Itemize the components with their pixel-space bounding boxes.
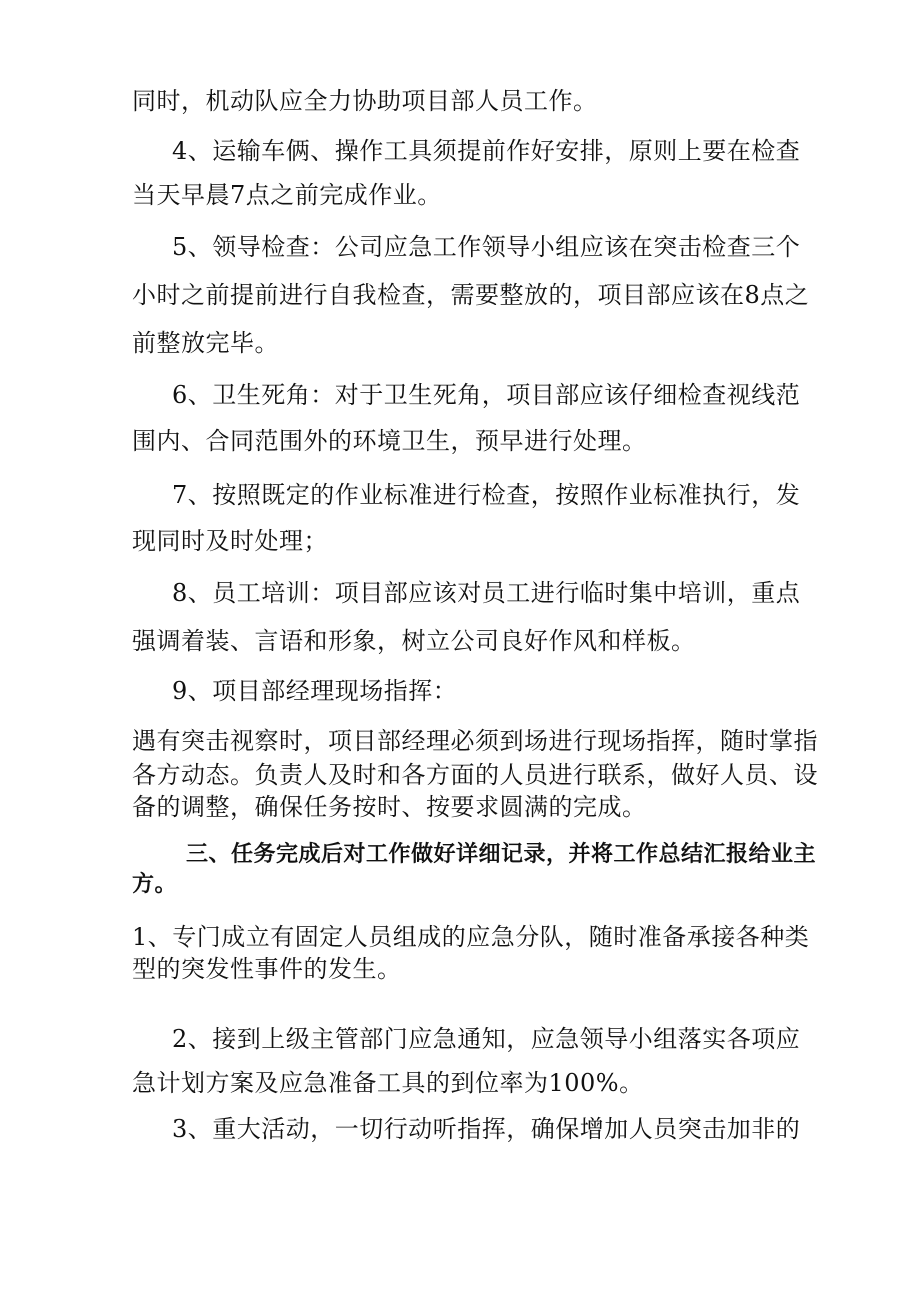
- text-line: 备的调整，确保任务按时、按要求圆满的完成。: [132, 793, 647, 821]
- text-line: 小时之前提前进行自我检查，需要整放的，项目部应该在8点之: [132, 281, 810, 309]
- section-heading-cont: 方。: [132, 872, 178, 897]
- section-heading: 三、任务完成后对工作做好详细记录，并将工作总结汇报给业主: [186, 842, 817, 867]
- text-line: 型的突发性事件的发生。: [132, 955, 402, 983]
- text-line: 4、运输车俩、操作工具须提前作好安排，原则上要在检查: [172, 137, 801, 165]
- text-line: 现同时及时处理；: [132, 527, 328, 555]
- text-line: 强调着装、言语和形象，树立公司良好作风和样板。: [132, 627, 696, 655]
- text-line: 5、领导检查：公司应急工作领导小组应该在突击检查三个: [172, 233, 801, 261]
- text-line: 1、专门成立有固定人员组成的应急分队，随时准备承接各种类: [132, 923, 810, 951]
- text-line: 7、按照既定的作业标准进行检查，按照作业标准执行，发: [172, 481, 801, 509]
- text-line: 围内、合同范围外的环境卫生，预早进行处理。: [132, 427, 647, 455]
- text-line: 同时，机动队应全力协助项目部人员工作。: [132, 87, 598, 115]
- text-line: 急计划方案及应急准备工具的到位率为100%。: [132, 1069, 644, 1097]
- text-line: 6、卫生死角：对于卫生死角，项目部应该仔细检查视线范: [172, 381, 801, 409]
- text-line: 当天早晨7点之前完成作业。: [132, 181, 442, 209]
- text-line: 2、接到上级主管部门应急通知，应急领导小组落实各项应: [172, 1025, 801, 1053]
- text-line: 3、重大活动，一切行动听指挥，确保增加人员突击加非的: [172, 1115, 801, 1143]
- text-line: 8、员工培训：项目部应该对员工进行临时集中培训，重点: [172, 579, 801, 607]
- text-line: 9、项目部经理现场指挥：: [172, 677, 458, 705]
- text-line: 各方动态。负责人及时和各方面的人员进行联系，做好人员、设: [132, 761, 818, 789]
- text-line: 前整放完毕。: [132, 329, 279, 357]
- text-line: 遇有突击视察时，项目部经理必须到场进行现场指挥，随时掌指: [132, 727, 818, 755]
